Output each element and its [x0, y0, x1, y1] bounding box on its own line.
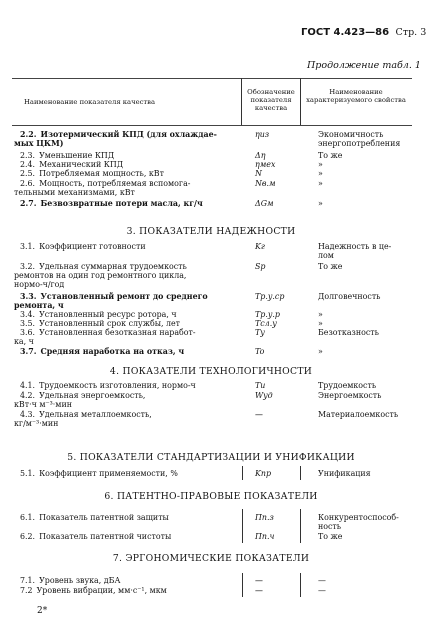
indicator-name-continuation: ка, ч [14, 337, 34, 346]
indicator-name [20, 160, 123, 169]
divider-6-b [300, 509, 301, 543]
indicator-name [20, 151, 114, 160]
table-row [12, 513, 412, 523]
indicator-number: 7.1. [20, 576, 36, 585]
property-name-continuation: лом [318, 251, 334, 260]
table-row [12, 391, 412, 401]
indicator-number: 3.5. [20, 319, 36, 328]
indicator-text: Коэффициент применяемости, % [39, 469, 178, 478]
indicator-number: 6.2. [20, 532, 36, 541]
table-row [12, 242, 412, 252]
indicator-symbol: Tу [255, 328, 265, 337]
col-name-header: Наименование показателя качества [24, 98, 156, 106]
indicator-symbol: Tр.у.р [255, 310, 280, 319]
table-row [12, 199, 412, 209]
indicator-name [20, 532, 171, 541]
indicator-number: 4.2. [20, 391, 36, 400]
indicator-number: 4.3. [20, 410, 36, 419]
indicator-text: Удельная металлоемкость, [39, 410, 152, 419]
indicator-symbol: Nв.м [255, 179, 276, 188]
property-name-continuation: ность [318, 522, 342, 531]
indicator-name [20, 586, 167, 595]
indicator-symbol: Пп.ч [255, 532, 275, 541]
indicator-symbol: Kг [255, 242, 265, 251]
property-name: Надежность в це- [318, 242, 392, 251]
section-ergonomic: 7. ЭРГОНОМИЧЕСКИЕ ПОКАЗАТЕЛИ [112, 553, 310, 564]
indicator-symbol: — [255, 586, 263, 595]
indicator-name [20, 179, 190, 188]
indicator-name [20, 130, 217, 139]
indicator-name [20, 310, 177, 319]
indicator-name [20, 391, 145, 400]
property-name: — [318, 586, 326, 595]
property-name: » [318, 310, 323, 319]
divider-5-a [242, 466, 243, 480]
indicator-number: 3.6. [20, 328, 36, 337]
indicator-number: 7.2 [20, 586, 33, 595]
property-name: » [318, 160, 323, 169]
indicator-text: Уровень вибрации, мм·с⁻¹, мкм [36, 586, 167, 595]
indicator-name-continuation: тельными механизмами, кВт [14, 188, 135, 197]
indicator-symbol: — [255, 576, 263, 585]
indicator-number: 4.1. [20, 381, 36, 390]
property-name-continuation: энергопотребления [318, 139, 401, 148]
indicator-number: 2.7. [20, 199, 37, 208]
table-row [12, 576, 412, 586]
indicator-text: Уменьшение КПД [39, 151, 115, 160]
indicator-name-continuation: нормо-ч/год [14, 280, 65, 289]
table-row [12, 292, 412, 302]
section-reliability: 3. ПОКАЗАТЕЛИ НАДЕЖНОСТИ [126, 226, 296, 237]
indicator-name-continuation: ремонта, ч [14, 301, 64, 310]
indicator-number: 3.3. [20, 292, 37, 301]
property-name: » [318, 319, 323, 328]
indicator-name [20, 469, 178, 478]
indicator-text: Уровень звука, дБА [39, 576, 121, 585]
indicator-name-continuation: кВт·ч м⁻³·мин [14, 400, 72, 409]
indicator-name [20, 262, 187, 271]
indicator-text: Механический КПД [39, 160, 124, 169]
table-row [12, 381, 412, 391]
table-row [12, 169, 412, 179]
indicator-name [20, 199, 203, 208]
indicator-name [20, 513, 169, 522]
standard-number [301, 27, 426, 38]
property-name: То же [318, 262, 343, 271]
indicator-symbol: Tр.у.ср [255, 292, 285, 301]
indicator-number: 2.2. [20, 130, 37, 139]
indicator-symbol: ηмех [255, 160, 276, 169]
indicator-symbol: Kпр [255, 469, 272, 478]
property-name: » [318, 169, 323, 178]
indicator-name [20, 410, 152, 419]
indicator-text: Установленный срок службы, лет [39, 319, 181, 328]
indicator-number: 2.6. [20, 179, 36, 188]
property-name: » [318, 347, 323, 356]
section-standardization: 5. ПОКАЗАТЕЛИ СТАНДАРТИЗАЦИИ И УНИФИКАЦИИ [67, 452, 355, 463]
col-property-header: Наименование характеризуемого свойства [306, 88, 406, 104]
indicator-number: 5.1. [20, 469, 36, 478]
indicator-symbol: Δη [255, 151, 266, 160]
indicator-symbol: ηиз [255, 130, 270, 139]
indicator-number: 2.4. [20, 160, 36, 169]
indicator-text: Удельная энергоемкость, [39, 391, 146, 400]
indicator-text: Установленный ресурс ротора, ч [39, 310, 177, 319]
section-patent: 6. ПАТЕНТНО-ПРАВОВЫЕ ПОКАЗАТЕЛИ [104, 491, 318, 502]
indicator-number: 3.1. [20, 242, 36, 251]
indicator-name [20, 576, 120, 585]
table-row [12, 328, 412, 338]
page-mark: 2* [37, 606, 48, 616]
indicator-symbol: ΔGм [255, 199, 274, 208]
indicator-name-continuation: ремонтов на один год ремонтного цикла, [14, 271, 187, 280]
indicator-symbol: N [255, 169, 262, 178]
divider-6-a [242, 509, 243, 543]
indicator-name [20, 242, 146, 251]
table-top-rule [12, 78, 412, 79]
property-name: Унификация [318, 469, 371, 478]
indicator-symbol: Sр [255, 262, 266, 271]
table-row [12, 469, 412, 479]
indicator-text: Установленный ремонт до среднего [40, 292, 208, 301]
indicator-text: Изотермический КПД (для охлаждае- [40, 130, 217, 139]
table-row [12, 347, 412, 357]
indicator-text: Показатель патентной защиты [39, 513, 169, 522]
indicator-text: Средняя наработка на отказ, ч [40, 347, 185, 356]
indicator-symbol: — [255, 410, 263, 419]
divider-5-b [300, 466, 301, 480]
table-head-rule [12, 125, 412, 126]
property-name: Долговечность [318, 292, 381, 301]
indicator-name-continuation: мых ЦКМ) [14, 139, 64, 148]
indicator-symbol: To [255, 347, 265, 356]
property-name: Энергоемкость [318, 391, 382, 400]
indicator-symbol: Wуд [255, 391, 273, 400]
section-manufacturability: 4. ПОКАЗАТЕЛИ ТЕХНОЛОГИЧНОСТИ [109, 366, 313, 377]
indicator-text: Потребляемая мощность, кВт [39, 169, 164, 178]
property-name: То же [318, 151, 343, 160]
indicator-number: 2.5. [20, 169, 36, 178]
indicator-text: Безвозвратные потери масла, кг/ч [40, 199, 203, 208]
indicator-symbol: Tсл.у [255, 319, 277, 328]
indicator-number: 3.2. [20, 262, 36, 271]
indicator-symbol: Пп.з [255, 513, 274, 522]
indicator-name [20, 292, 208, 301]
indicator-name [20, 347, 184, 356]
page-label: Стр. 3 [395, 27, 426, 38]
indicator-name [20, 328, 196, 337]
indicator-text: Показатель патентной чистоты [39, 532, 172, 541]
divider-7-a [242, 573, 243, 597]
indicator-symbol: Tи [255, 381, 266, 390]
indicator-text: Коэффициент готовности [39, 242, 146, 251]
indicator-number: 6.1. [20, 513, 36, 522]
indicator-number: 3.7. [20, 347, 37, 356]
indicator-name-continuation: кг/м⁻³·мин [14, 419, 59, 428]
property-name: Материалоемкость [318, 410, 399, 419]
table-row [12, 532, 412, 542]
indicator-text: Удельная суммарная трудоемкость [39, 262, 187, 271]
indicator-text: Трудоемкость изготовления, нормо-ч [39, 381, 196, 390]
indicator-name [20, 381, 196, 390]
property-name: Конкурентоспособ- [318, 513, 399, 522]
table-row [12, 586, 412, 596]
head-divider-1 [241, 78, 242, 125]
head-divider-2 [300, 78, 301, 125]
indicator-text: Установленная безотказная наработ- [39, 328, 196, 337]
property-name: То же [318, 532, 343, 541]
continuation-label: Продолжение табл. 1 [307, 60, 421, 71]
property-name: Экономичность [318, 130, 384, 139]
indicator-number: 2.3. [20, 151, 36, 160]
property-name: Трудоемкость [318, 381, 377, 390]
property-name: » [318, 179, 323, 188]
standard-label: ГОСТ 4.423—86 [301, 27, 390, 38]
table-row [12, 410, 412, 420]
indicator-name [20, 169, 164, 178]
property-name: » [318, 199, 323, 208]
divider-7-b [300, 573, 301, 597]
indicator-name [20, 319, 180, 328]
indicator-number: 3.4. [20, 310, 36, 319]
indicator-text: Мощность, потребляемая вспомога- [39, 179, 191, 188]
property-name: — [318, 576, 326, 585]
col-symbol-header: Обозначение показателя качества [247, 88, 295, 112]
property-name: Безотказность [318, 328, 379, 337]
